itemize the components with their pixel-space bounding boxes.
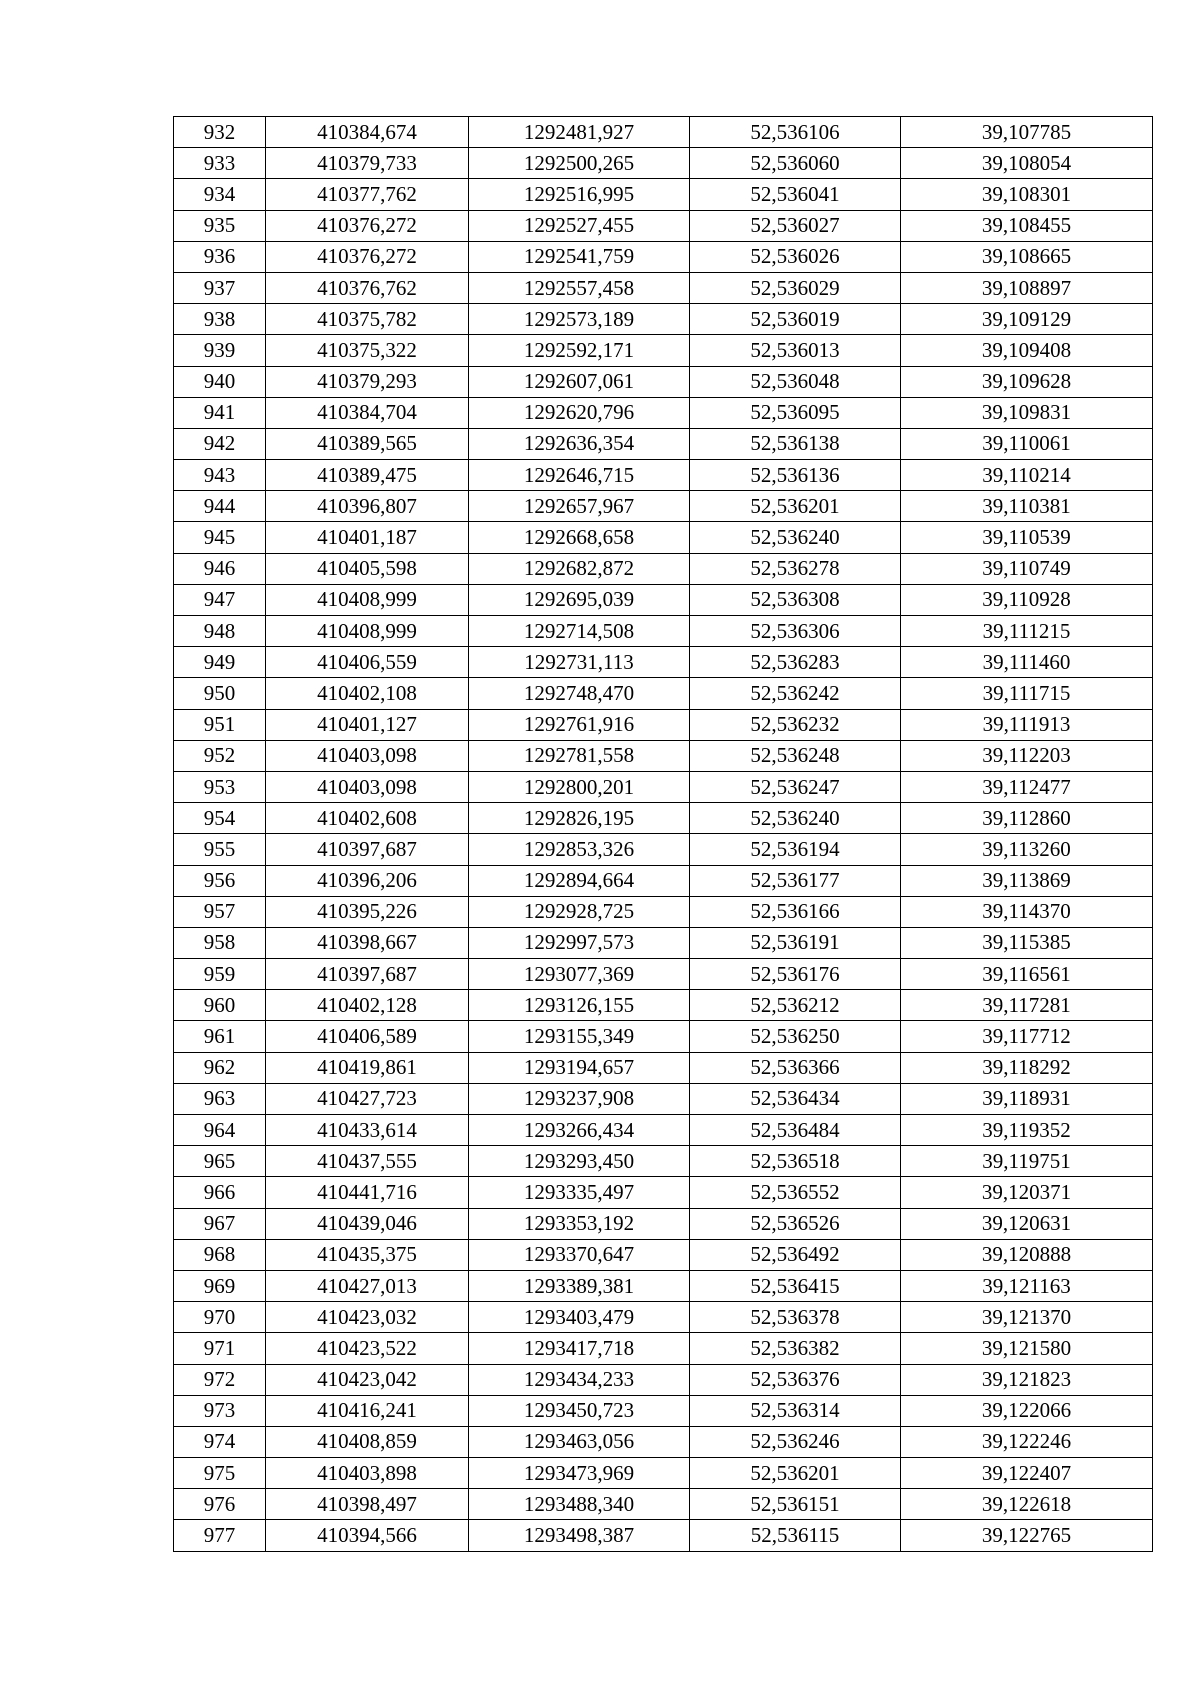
y-coordinate-cell: 1292516,995 [469, 179, 690, 210]
point-number-cell: 943 [174, 460, 266, 491]
y-coordinate-cell: 1292481,927 [469, 117, 690, 148]
x-coordinate-cell: 410376,272 [266, 210, 469, 241]
latitude-cell: 52,536308 [690, 584, 901, 615]
table-row [174, 460, 1153, 491]
longitude-cell: 39,111913 [901, 709, 1153, 740]
y-coordinate-cell: 1293335,497 [469, 1177, 690, 1208]
point-number-cell: 934 [174, 179, 266, 210]
table-row [174, 272, 1153, 303]
y-coordinate-cell: 1293194,657 [469, 1052, 690, 1083]
y-coordinate-cell: 1293488,340 [469, 1489, 690, 1520]
table-row [174, 927, 1153, 958]
point-number-cell: 975 [174, 1458, 266, 1489]
point-number-cell: 936 [174, 241, 266, 272]
longitude-cell: 39,112203 [901, 740, 1153, 771]
latitude-cell: 52,536029 [690, 272, 901, 303]
point-number-cell: 957 [174, 896, 266, 927]
latitude-cell: 52,536212 [690, 990, 901, 1021]
latitude-cell: 52,536026 [690, 241, 901, 272]
point-number-cell: 949 [174, 647, 266, 678]
longitude-cell: 39,117281 [901, 990, 1153, 1021]
table-row [174, 1364, 1153, 1395]
point-number-cell: 933 [174, 148, 266, 179]
longitude-cell: 39,110214 [901, 460, 1153, 491]
x-coordinate-cell: 410408,999 [266, 584, 469, 615]
table-row [174, 678, 1153, 709]
x-coordinate-cell: 410406,589 [266, 1021, 469, 1052]
table-row [174, 834, 1153, 865]
longitude-cell: 39,112860 [901, 803, 1153, 834]
x-coordinate-cell: 410427,013 [266, 1270, 469, 1301]
point-number-cell: 945 [174, 522, 266, 553]
y-coordinate-cell: 1293353,192 [469, 1208, 690, 1239]
longitude-cell: 39,120371 [901, 1177, 1153, 1208]
point-number-cell: 963 [174, 1083, 266, 1114]
point-number-cell: 969 [174, 1270, 266, 1301]
x-coordinate-cell: 410389,475 [266, 460, 469, 491]
latitude-cell: 52,536382 [690, 1333, 901, 1364]
y-coordinate-cell: 1293434,233 [469, 1364, 690, 1395]
y-coordinate-cell: 1293450,723 [469, 1395, 690, 1426]
table-row [174, 584, 1153, 615]
point-number-cell: 964 [174, 1115, 266, 1146]
longitude-cell: 39,120888 [901, 1239, 1153, 1270]
y-coordinate-cell: 1293370,647 [469, 1239, 690, 1270]
table-row [174, 1083, 1153, 1114]
y-coordinate-cell: 1293463,056 [469, 1426, 690, 1457]
point-number-cell: 970 [174, 1302, 266, 1333]
x-coordinate-cell: 410416,241 [266, 1395, 469, 1426]
latitude-cell: 52,536106 [690, 117, 901, 148]
x-coordinate-cell: 410384,674 [266, 117, 469, 148]
y-coordinate-cell: 1292761,916 [469, 709, 690, 740]
latitude-cell: 52,536201 [690, 491, 901, 522]
x-coordinate-cell: 410403,098 [266, 740, 469, 771]
table-row [174, 896, 1153, 927]
x-coordinate-cell: 410403,098 [266, 771, 469, 802]
point-number-cell: 974 [174, 1426, 266, 1457]
point-number-cell: 950 [174, 678, 266, 709]
point-number-cell: 947 [174, 584, 266, 615]
y-coordinate-cell: 1292997,573 [469, 927, 690, 958]
y-coordinate-cell: 1293126,155 [469, 990, 690, 1021]
longitude-cell: 39,122066 [901, 1395, 1153, 1426]
longitude-cell: 39,121370 [901, 1302, 1153, 1333]
y-coordinate-cell: 1292894,664 [469, 865, 690, 896]
longitude-cell: 39,108054 [901, 148, 1153, 179]
y-coordinate-cell: 1293473,969 [469, 1458, 690, 1489]
table-row [174, 740, 1153, 771]
x-coordinate-cell: 410397,687 [266, 959, 469, 990]
longitude-cell: 39,111215 [901, 616, 1153, 647]
latitude-cell: 52,536492 [690, 1239, 901, 1270]
point-number-cell: 948 [174, 616, 266, 647]
latitude-cell: 52,536095 [690, 397, 901, 428]
point-number-cell: 942 [174, 428, 266, 459]
point-number-cell: 937 [174, 272, 266, 303]
point-number-cell: 953 [174, 771, 266, 802]
x-coordinate-cell: 410376,272 [266, 241, 469, 272]
point-number-cell: 939 [174, 335, 266, 366]
x-coordinate-cell: 410379,293 [266, 366, 469, 397]
table-row [174, 990, 1153, 1021]
longitude-cell: 39,121580 [901, 1333, 1153, 1364]
y-coordinate-cell: 1293403,479 [469, 1302, 690, 1333]
point-number-cell: 932 [174, 117, 266, 148]
table-row [174, 1177, 1153, 1208]
longitude-cell: 39,122407 [901, 1458, 1153, 1489]
y-coordinate-cell: 1292646,715 [469, 460, 690, 491]
y-coordinate-cell: 1292695,039 [469, 584, 690, 615]
point-number-cell: 966 [174, 1177, 266, 1208]
latitude-cell: 52,536240 [690, 803, 901, 834]
table-row [174, 1052, 1153, 1083]
point-number-cell: 960 [174, 990, 266, 1021]
x-coordinate-cell: 410433,614 [266, 1115, 469, 1146]
x-coordinate-cell: 410423,522 [266, 1333, 469, 1364]
table-row [174, 1115, 1153, 1146]
point-number-cell: 954 [174, 803, 266, 834]
latitude-cell: 52,536138 [690, 428, 901, 459]
point-number-cell: 956 [174, 865, 266, 896]
latitude-cell: 52,536415 [690, 1270, 901, 1301]
longitude-cell: 39,122246 [901, 1426, 1153, 1457]
latitude-cell: 52,536151 [690, 1489, 901, 1520]
table-row [174, 647, 1153, 678]
longitude-cell: 39,109831 [901, 397, 1153, 428]
table-row [174, 1426, 1153, 1457]
latitude-cell: 52,536526 [690, 1208, 901, 1239]
latitude-cell: 52,536248 [690, 740, 901, 771]
x-coordinate-cell: 410419,861 [266, 1052, 469, 1083]
y-coordinate-cell: 1292668,658 [469, 522, 690, 553]
point-number-cell: 977 [174, 1520, 266, 1551]
x-coordinate-cell: 410402,108 [266, 678, 469, 709]
longitude-cell: 39,110539 [901, 522, 1153, 553]
point-number-cell: 938 [174, 304, 266, 335]
x-coordinate-cell: 410396,807 [266, 491, 469, 522]
x-coordinate-cell: 410439,046 [266, 1208, 469, 1239]
y-coordinate-cell: 1292527,455 [469, 210, 690, 241]
longitude-cell: 39,110928 [901, 584, 1153, 615]
y-coordinate-cell: 1292557,458 [469, 272, 690, 303]
table-row [174, 1302, 1153, 1333]
longitude-cell: 39,109129 [901, 304, 1153, 335]
longitude-cell: 39,107785 [901, 117, 1153, 148]
table-row [174, 491, 1153, 522]
table-row [174, 1489, 1153, 1520]
table-row [174, 428, 1153, 459]
latitude-cell: 52,536242 [690, 678, 901, 709]
y-coordinate-cell: 1292731,113 [469, 647, 690, 678]
y-coordinate-cell: 1292500,265 [469, 148, 690, 179]
table-row [174, 553, 1153, 584]
y-coordinate-cell: 1293498,387 [469, 1520, 690, 1551]
point-number-cell: 952 [174, 740, 266, 771]
x-coordinate-cell: 410375,322 [266, 335, 469, 366]
table-row [174, 397, 1153, 428]
y-coordinate-cell: 1292541,759 [469, 241, 690, 272]
point-number-cell: 955 [174, 834, 266, 865]
latitude-cell: 52,536194 [690, 834, 901, 865]
x-coordinate-cell: 410405,598 [266, 553, 469, 584]
longitude-cell: 39,119352 [901, 1115, 1153, 1146]
table-row [174, 148, 1153, 179]
point-number-cell: 973 [174, 1395, 266, 1426]
x-coordinate-cell: 410402,608 [266, 803, 469, 834]
table-row [174, 771, 1153, 802]
coordinates-table [173, 116, 1153, 1552]
latitude-cell: 52,536027 [690, 210, 901, 241]
x-coordinate-cell: 410435,375 [266, 1239, 469, 1270]
table-row [174, 179, 1153, 210]
latitude-cell: 52,536484 [690, 1115, 901, 1146]
latitude-cell: 52,536232 [690, 709, 901, 740]
table-row [174, 959, 1153, 990]
longitude-cell: 39,109628 [901, 366, 1153, 397]
y-coordinate-cell: 1292636,354 [469, 428, 690, 459]
longitude-cell: 39,112477 [901, 771, 1153, 802]
y-coordinate-cell: 1292800,201 [469, 771, 690, 802]
x-coordinate-cell: 410408,999 [266, 616, 469, 647]
latitude-cell: 52,536283 [690, 647, 901, 678]
latitude-cell: 52,536115 [690, 1520, 901, 1551]
table-row [174, 616, 1153, 647]
latitude-cell: 52,536278 [690, 553, 901, 584]
x-coordinate-cell: 410394,566 [266, 1520, 469, 1551]
y-coordinate-cell: 1293293,450 [469, 1146, 690, 1177]
latitude-cell: 52,536250 [690, 1021, 901, 1052]
table-row [174, 1146, 1153, 1177]
longitude-cell: 39,117712 [901, 1021, 1153, 1052]
point-number-cell: 961 [174, 1021, 266, 1052]
point-number-cell: 971 [174, 1333, 266, 1364]
longitude-cell: 39,118931 [901, 1083, 1153, 1114]
table-row [174, 1333, 1153, 1364]
longitude-cell: 39,108455 [901, 210, 1153, 241]
y-coordinate-cell: 1292853,326 [469, 834, 690, 865]
point-number-cell: 941 [174, 397, 266, 428]
longitude-cell: 39,120631 [901, 1208, 1153, 1239]
y-coordinate-cell: 1292714,508 [469, 616, 690, 647]
x-coordinate-cell: 410375,782 [266, 304, 469, 335]
latitude-cell: 52,536552 [690, 1177, 901, 1208]
longitude-cell: 39,110061 [901, 428, 1153, 459]
y-coordinate-cell: 1292607,061 [469, 366, 690, 397]
point-number-cell: 962 [174, 1052, 266, 1083]
longitude-cell: 39,118292 [901, 1052, 1153, 1083]
y-coordinate-cell: 1292928,725 [469, 896, 690, 927]
y-coordinate-cell: 1293237,908 [469, 1083, 690, 1114]
y-coordinate-cell: 1292781,558 [469, 740, 690, 771]
point-number-cell: 944 [174, 491, 266, 522]
y-coordinate-cell: 1292592,171 [469, 335, 690, 366]
longitude-cell: 39,119751 [901, 1146, 1153, 1177]
longitude-cell: 39,113869 [901, 865, 1153, 896]
longitude-cell: 39,110381 [901, 491, 1153, 522]
y-coordinate-cell: 1292573,189 [469, 304, 690, 335]
latitude-cell: 52,536136 [690, 460, 901, 491]
longitude-cell: 39,121823 [901, 1364, 1153, 1395]
latitude-cell: 52,536518 [690, 1146, 901, 1177]
table-row [174, 709, 1153, 740]
x-coordinate-cell: 410423,032 [266, 1302, 469, 1333]
latitude-cell: 52,536240 [690, 522, 901, 553]
y-coordinate-cell: 1292620,796 [469, 397, 690, 428]
table-row [174, 210, 1153, 241]
x-coordinate-cell: 410389,565 [266, 428, 469, 459]
table-row [174, 865, 1153, 896]
longitude-cell: 39,121163 [901, 1270, 1153, 1301]
latitude-cell: 52,536177 [690, 865, 901, 896]
latitude-cell: 52,536191 [690, 927, 901, 958]
longitude-cell: 39,122618 [901, 1489, 1153, 1520]
latitude-cell: 52,536041 [690, 179, 901, 210]
table-row [174, 1458, 1153, 1489]
longitude-cell: 39,113260 [901, 834, 1153, 865]
x-coordinate-cell: 410379,733 [266, 148, 469, 179]
latitude-cell: 52,536314 [690, 1395, 901, 1426]
y-coordinate-cell: 1293155,349 [469, 1021, 690, 1052]
table-row [174, 366, 1153, 397]
latitude-cell: 52,536247 [690, 771, 901, 802]
latitude-cell: 52,536378 [690, 1302, 901, 1333]
longitude-cell: 39,109408 [901, 335, 1153, 366]
table-row [174, 241, 1153, 272]
y-coordinate-cell: 1292682,872 [469, 553, 690, 584]
x-coordinate-cell: 410402,128 [266, 990, 469, 1021]
point-number-cell: 951 [174, 709, 266, 740]
longitude-cell: 39,108897 [901, 272, 1153, 303]
latitude-cell: 52,536366 [690, 1052, 901, 1083]
table-row [174, 1520, 1153, 1551]
y-coordinate-cell: 1292748,470 [469, 678, 690, 709]
longitude-cell: 39,108665 [901, 241, 1153, 272]
coordinates-table-body [174, 117, 1153, 1552]
latitude-cell: 52,536376 [690, 1364, 901, 1395]
table-row [174, 1270, 1153, 1301]
x-coordinate-cell: 410396,206 [266, 865, 469, 896]
y-coordinate-cell: 1292657,967 [469, 491, 690, 522]
x-coordinate-cell: 410437,555 [266, 1146, 469, 1177]
x-coordinate-cell: 410398,667 [266, 927, 469, 958]
x-coordinate-cell: 410403,898 [266, 1458, 469, 1489]
point-number-cell: 946 [174, 553, 266, 584]
y-coordinate-cell: 1292826,195 [469, 803, 690, 834]
x-coordinate-cell: 410406,559 [266, 647, 469, 678]
longitude-cell: 39,122765 [901, 1520, 1153, 1551]
x-coordinate-cell: 410377,762 [266, 179, 469, 210]
x-coordinate-cell: 410427,723 [266, 1083, 469, 1114]
table-row [174, 335, 1153, 366]
y-coordinate-cell: 1293077,369 [469, 959, 690, 990]
point-number-cell: 965 [174, 1146, 266, 1177]
longitude-cell: 39,116561 [901, 959, 1153, 990]
x-coordinate-cell: 410401,127 [266, 709, 469, 740]
latitude-cell: 52,536434 [690, 1083, 901, 1114]
latitude-cell: 52,536201 [690, 1458, 901, 1489]
point-number-cell: 935 [174, 210, 266, 241]
x-coordinate-cell: 410376,762 [266, 272, 469, 303]
y-coordinate-cell: 1293266,434 [469, 1115, 690, 1146]
x-coordinate-cell: 410423,042 [266, 1364, 469, 1395]
point-number-cell: 958 [174, 927, 266, 958]
x-coordinate-cell: 410397,687 [266, 834, 469, 865]
y-coordinate-cell: 1293417,718 [469, 1333, 690, 1364]
table-row [174, 1021, 1153, 1052]
x-coordinate-cell: 410384,704 [266, 397, 469, 428]
point-number-cell: 972 [174, 1364, 266, 1395]
point-number-cell: 940 [174, 366, 266, 397]
x-coordinate-cell: 410408,859 [266, 1426, 469, 1457]
table-row [174, 803, 1153, 834]
latitude-cell: 52,536048 [690, 366, 901, 397]
point-number-cell: 967 [174, 1208, 266, 1239]
latitude-cell: 52,536246 [690, 1426, 901, 1457]
longitude-cell: 39,110749 [901, 553, 1153, 584]
latitude-cell: 52,536060 [690, 148, 901, 179]
longitude-cell: 39,108301 [901, 179, 1153, 210]
latitude-cell: 52,536166 [690, 896, 901, 927]
point-number-cell: 968 [174, 1239, 266, 1270]
x-coordinate-cell: 410401,187 [266, 522, 469, 553]
latitude-cell: 52,536019 [690, 304, 901, 335]
longitude-cell: 39,115385 [901, 927, 1153, 958]
x-coordinate-cell: 410441,716 [266, 1177, 469, 1208]
point-number-cell: 959 [174, 959, 266, 990]
table-row [174, 117, 1153, 148]
longitude-cell: 39,114370 [901, 896, 1153, 927]
x-coordinate-cell: 410395,226 [266, 896, 469, 927]
longitude-cell: 39,111460 [901, 647, 1153, 678]
table-row [174, 522, 1153, 553]
latitude-cell: 52,536306 [690, 616, 901, 647]
table-row [174, 304, 1153, 335]
table-row [174, 1395, 1153, 1426]
latitude-cell: 52,536176 [690, 959, 901, 990]
latitude-cell: 52,536013 [690, 335, 901, 366]
table-row [174, 1208, 1153, 1239]
x-coordinate-cell: 410398,497 [266, 1489, 469, 1520]
y-coordinate-cell: 1293389,381 [469, 1270, 690, 1301]
table-row [174, 1239, 1153, 1270]
point-number-cell: 976 [174, 1489, 266, 1520]
longitude-cell: 39,111715 [901, 678, 1153, 709]
